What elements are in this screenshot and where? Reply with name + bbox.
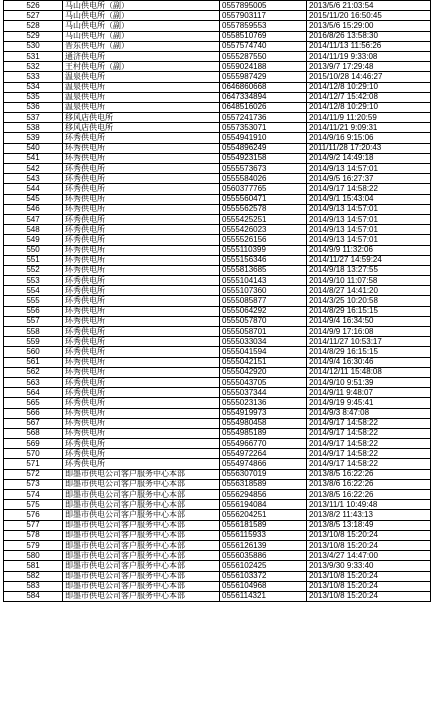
station-name-cell: 环秀供电所: [63, 153, 220, 163]
table-row: [4, 530, 431, 540]
row-number-cell: 543: [4, 174, 63, 184]
account-number-cell: 0555107360: [220, 286, 307, 296]
station-name-cell: 温泉供电所: [63, 72, 220, 82]
account-number-cell: 0555425251: [220, 214, 307, 224]
account-number-cell: 0555573673: [220, 164, 307, 174]
timestamp-cell: 2014/9/10 9:51:39: [307, 377, 431, 387]
station-name-cell: 环秀供电所: [63, 276, 220, 286]
row-number-cell: 572: [4, 469, 63, 479]
account-number-cell: 0646860668: [220, 82, 307, 92]
table-row: [4, 561, 431, 571]
station-name-cell: 环秀供电所: [63, 265, 220, 275]
table-row: [4, 164, 431, 174]
account-number-cell: 0555287550: [220, 51, 307, 61]
station-name-cell: 环秀供电所: [63, 225, 220, 235]
timestamp-cell: 2014/9/13 14:57:01: [307, 204, 431, 214]
account-number-cell: 0554966770: [220, 439, 307, 449]
station-name-cell: 环秀供电所: [63, 255, 220, 265]
row-number-cell: 547: [4, 214, 63, 224]
timestamp-cell: 2014/8/27 14:41:20: [307, 286, 431, 296]
timestamp-cell: 2015/10/28 14:46:27: [307, 72, 431, 82]
table-row: [4, 459, 431, 469]
station-name-cell: 即墨市供电公司客户服务中心本部: [63, 551, 220, 561]
row-number-cell: 554: [4, 286, 63, 296]
row-number-cell: 557: [4, 316, 63, 326]
table-row: [4, 174, 431, 184]
station-name-cell: 王村供电所（副）: [63, 62, 220, 72]
account-number-cell: 0647334894: [220, 92, 307, 102]
timestamp-cell: 2013/8/5 13:18:49: [307, 520, 431, 530]
account-number-cell: 0556102425: [220, 561, 307, 571]
table-row: [4, 418, 431, 428]
station-name-cell: 移风店供电所: [63, 113, 220, 123]
table-row: [4, 377, 431, 387]
row-number-cell: 530: [4, 41, 63, 51]
row-number-cell: 570: [4, 449, 63, 459]
table-row: [4, 133, 431, 143]
table-row: [4, 1, 431, 11]
station-name-cell: 即墨市供电公司客户服务中心本部: [63, 591, 220, 601]
timestamp-cell: 2014/9/13 14:57:01: [307, 214, 431, 224]
account-number-cell: 0555987429: [220, 72, 307, 82]
row-number-cell: 573: [4, 479, 63, 489]
table-row: [4, 591, 431, 601]
table-row: [4, 347, 431, 357]
timestamp-cell: 2014/9/16 9:15:06: [307, 133, 431, 143]
account-number-cell: 0555023136: [220, 398, 307, 408]
row-number-cell: 534: [4, 82, 63, 92]
timestamp-cell: 2014/9/4 16:30:46: [307, 357, 431, 367]
account-number-cell: 0554985189: [220, 428, 307, 438]
table-row: [4, 194, 431, 204]
timestamp-cell: 2013/10/8 15:20:24: [307, 571, 431, 581]
row-number-cell: 549: [4, 235, 63, 245]
account-number-cell: 0556114321: [220, 591, 307, 601]
account-number-cell: 0554980458: [220, 418, 307, 428]
row-number-cell: 577: [4, 520, 63, 530]
table-row: [4, 286, 431, 296]
timestamp-cell: 2014/8/29 16:15:15: [307, 306, 431, 316]
timestamp-cell: 2013/10/8 15:20:24: [307, 530, 431, 540]
station-name-cell: 环秀供电所: [63, 235, 220, 245]
account-number-cell: 0555426023: [220, 225, 307, 235]
station-name-cell: 环秀供电所: [63, 316, 220, 326]
station-name-cell: 环秀供电所: [63, 164, 220, 174]
row-number-cell: 550: [4, 245, 63, 255]
station-name-cell: 马山供电所（副）: [63, 21, 220, 31]
timestamp-cell: 2014/11/27 10:53:17: [307, 337, 431, 347]
station-name-cell: 即墨市供电公司客户服务中心本部: [63, 469, 220, 479]
station-name-cell: 环秀供电所: [63, 347, 220, 357]
row-number-cell: 528: [4, 21, 63, 31]
account-number-cell: 0554923158: [220, 153, 307, 163]
station-name-cell: 即墨市供电公司客户服务中心本部: [63, 490, 220, 500]
table-row: [4, 316, 431, 326]
timestamp-cell: 2014/12/7 15:42:08: [307, 92, 431, 102]
row-number-cell: 564: [4, 388, 63, 398]
row-number-cell: 560: [4, 347, 63, 357]
account-number-cell: 0554972264: [220, 449, 307, 459]
account-number-cell: 0555104143: [220, 276, 307, 286]
table-row: [4, 225, 431, 235]
timestamp-cell: 2013/5/6 21:03:54: [307, 1, 431, 11]
timestamp-cell: 2014/9/10 11:07:58: [307, 276, 431, 286]
row-number-cell: 579: [4, 540, 63, 550]
station-name-cell: 通济供电所: [63, 51, 220, 61]
account-number-cell: 0556194084: [220, 500, 307, 510]
row-number-cell: 583: [4, 581, 63, 591]
account-number-cell: 0555037344: [220, 388, 307, 398]
timestamp-cell: 2014/11/13 11:56:26: [307, 41, 431, 51]
row-number-cell: 575: [4, 500, 63, 510]
station-name-cell: 环秀供电所: [63, 367, 220, 377]
table-row: [4, 255, 431, 265]
account-number-cell: 0648516026: [220, 102, 307, 112]
station-name-cell: 移风店供电所: [63, 123, 220, 133]
account-number-cell: 0557895005: [220, 1, 307, 11]
account-number-cell: 0556318589: [220, 479, 307, 489]
table-row: [4, 41, 431, 51]
row-number-cell: 526: [4, 1, 63, 11]
timestamp-cell: 2013/8/2 11:43:13: [307, 510, 431, 520]
station-name-cell: 温泉供电所: [63, 102, 220, 112]
timestamp-cell: 2014/9/17 14:58:22: [307, 459, 431, 469]
station-name-cell: 环秀供电所: [63, 204, 220, 214]
station-name-cell: 环秀供电所: [63, 184, 220, 194]
table-row: [4, 113, 431, 123]
row-number-cell: 569: [4, 439, 63, 449]
row-number-cell: 559: [4, 337, 63, 347]
timestamp-cell: 2014/9/2 14:49:18: [307, 153, 431, 163]
station-name-cell: 环秀供电所: [63, 296, 220, 306]
station-name-cell: 环秀供电所: [63, 174, 220, 184]
station-name-cell: 即墨市供电公司客户服务中心本部: [63, 571, 220, 581]
station-name-cell: 环秀供电所: [63, 449, 220, 459]
account-number-cell: 0557241736: [220, 113, 307, 123]
account-number-cell: 0556181589: [220, 520, 307, 530]
station-name-cell: 环秀供电所: [63, 398, 220, 408]
account-number-cell: 0556126139: [220, 540, 307, 550]
table-row: [4, 500, 431, 510]
account-number-cell: 0554896249: [220, 143, 307, 153]
station-name-cell: 环秀供电所: [63, 306, 220, 316]
station-name-cell: 环秀供电所: [63, 408, 220, 418]
table-row: [4, 469, 431, 479]
account-number-cell: 0554941910: [220, 133, 307, 143]
station-name-cell: 环秀供电所: [63, 194, 220, 204]
table-row: [4, 235, 431, 245]
table-row: [4, 479, 431, 489]
table-row: [4, 153, 431, 163]
timestamp-cell: 2014/9/17 14:58:22: [307, 449, 431, 459]
row-number-cell: 531: [4, 51, 63, 61]
timestamp-cell: 2014/9/13 14:57:01: [307, 225, 431, 235]
station-name-cell: 环秀供电所: [63, 143, 220, 153]
timestamp-cell: 2014/9/9 17:16:08: [307, 327, 431, 337]
timestamp-cell: 2014/11/27 14:59:24: [307, 255, 431, 265]
table-row: [4, 337, 431, 347]
table-row: [4, 327, 431, 337]
row-number-cell: 544: [4, 184, 63, 194]
row-number-cell: 567: [4, 418, 63, 428]
account-number-cell: 0555110399: [220, 245, 307, 255]
station-name-cell: 环秀供电所: [63, 459, 220, 469]
table-row: [4, 581, 431, 591]
row-number-cell: 581: [4, 561, 63, 571]
timestamp-cell: 2014/9/18 13:27:55: [307, 265, 431, 275]
row-number-cell: 540: [4, 143, 63, 153]
table-row: [4, 510, 431, 520]
table-row: [4, 265, 431, 275]
account-number-cell: 0557903117: [220, 11, 307, 21]
timestamp-cell: 2014/11/9 11:20:59: [307, 113, 431, 123]
station-name-cell: 环秀供电所: [63, 337, 220, 347]
station-name-cell: 马山供电所（副）: [63, 11, 220, 21]
table-row: [4, 428, 431, 438]
account-number-cell: 0555813685: [220, 265, 307, 275]
station-name-cell: 即墨市供电公司客户服务中心本部: [63, 530, 220, 540]
station-name-cell: 环秀供电所: [63, 388, 220, 398]
row-number-cell: 536: [4, 102, 63, 112]
row-number-cell: 578: [4, 530, 63, 540]
table-row: [4, 21, 431, 31]
row-number-cell: 541: [4, 153, 63, 163]
table-row: [4, 520, 431, 530]
row-number-cell: 555: [4, 296, 63, 306]
station-name-cell: 温泉供电所: [63, 82, 220, 92]
timestamp-cell: 2014/9/11 9:48:07: [307, 388, 431, 398]
account-number-cell: 0554974866: [220, 459, 307, 469]
table-row: [4, 296, 431, 306]
station-name-cell: 即墨市供电公司客户服务中心本部: [63, 581, 220, 591]
table-row: [4, 123, 431, 133]
timestamp-cell: 2013/11/1 10:49:48: [307, 500, 431, 510]
station-name-cell: 晋东供电所（副）: [63, 41, 220, 51]
table-row: [4, 92, 431, 102]
timestamp-cell: 2014/9/17 14:58:22: [307, 418, 431, 428]
account-number-cell: 0555042151: [220, 357, 307, 367]
timestamp-cell: 2014/9/17 14:58:22: [307, 184, 431, 194]
account-number-cell: 0556035886: [220, 551, 307, 561]
account-number-cell: 0557859553: [220, 21, 307, 31]
station-name-cell: 环秀供电所: [63, 327, 220, 337]
row-number-cell: 537: [4, 113, 63, 123]
table-row: [4, 72, 431, 82]
row-number-cell: 576: [4, 510, 63, 520]
account-number-cell: 0559024188: [220, 62, 307, 72]
account-number-cell: 0555156346: [220, 255, 307, 265]
row-number-cell: 561: [4, 357, 63, 367]
row-number-cell: 533: [4, 72, 63, 82]
account-number-cell: 0555058701: [220, 327, 307, 337]
table-row: [4, 357, 431, 367]
account-number-cell: 0556204251: [220, 510, 307, 520]
timestamp-cell: 2014/9/13 14:57:01: [307, 164, 431, 174]
table-row: [4, 184, 431, 194]
station-name-cell: 即墨市供电公司客户服务中心本部: [63, 540, 220, 550]
table-row: [4, 388, 431, 398]
table-row: [4, 245, 431, 255]
timestamp-cell: 2013/8/6 16:22:26: [307, 479, 431, 489]
table-row: [4, 449, 431, 459]
timestamp-cell: 2013/10/8 15:20:24: [307, 581, 431, 591]
timestamp-cell: 2014/9/19 9:45:41: [307, 398, 431, 408]
station-name-cell: 环秀供电所: [63, 214, 220, 224]
table-row: [4, 571, 431, 581]
timestamp-cell: 2011/11/28 17:20:43: [307, 143, 431, 153]
station-name-cell: 环秀供电所: [63, 286, 220, 296]
timestamp-cell: 2014/9/17 14:58:22: [307, 428, 431, 438]
timestamp-cell: 2014/3/25 10:20:58: [307, 296, 431, 306]
table-row: [4, 306, 431, 316]
account-number-cell: 0556104968: [220, 581, 307, 591]
account-number-cell: 0555033034: [220, 337, 307, 347]
timestamp-cell: 2013/8/5 16:22:26: [307, 469, 431, 479]
timestamp-cell: 2014/9/5 16:27:37: [307, 174, 431, 184]
account-number-cell: 0554919973: [220, 408, 307, 418]
row-number-cell: 527: [4, 11, 63, 21]
table-row: [4, 276, 431, 286]
station-name-cell: 即墨市供电公司客户服务中心本部: [63, 479, 220, 489]
row-number-cell: 529: [4, 31, 63, 41]
timestamp-cell: 2013/5/6 15:29:00: [307, 21, 431, 31]
account-number-cell: 0555042920: [220, 367, 307, 377]
account-number-cell: 0555057870: [220, 316, 307, 326]
station-name-cell: 环秀供电所: [63, 377, 220, 387]
timestamp-cell: 2014/8/29 16:15:15: [307, 347, 431, 357]
timestamp-cell: 2013/10/8 15:20:24: [307, 591, 431, 601]
row-number-cell: 542: [4, 164, 63, 174]
account-number-cell: 0560377765: [220, 184, 307, 194]
row-number-cell: 566: [4, 408, 63, 418]
account-number-cell: 0555043705: [220, 377, 307, 387]
table-row: [4, 11, 431, 21]
row-number-cell: 552: [4, 265, 63, 275]
account-number-cell: 0556103372: [220, 571, 307, 581]
station-name-cell: 环秀供电所: [63, 439, 220, 449]
row-number-cell: 551: [4, 255, 63, 265]
row-number-cell: 568: [4, 428, 63, 438]
station-name-cell: 即墨市供电公司客户服务中心本部: [63, 561, 220, 571]
row-number-cell: 535: [4, 92, 63, 102]
station-name-cell: 即墨市供电公司客户服务中心本部: [63, 520, 220, 530]
account-number-cell: 0557574740: [220, 41, 307, 51]
timestamp-cell: 2015/11/20 16:50:45: [307, 11, 431, 21]
row-number-cell: 580: [4, 551, 63, 561]
station-name-cell: 环秀供电所: [63, 245, 220, 255]
station-name-cell: 温泉供电所: [63, 92, 220, 102]
account-number-cell: 0555526156: [220, 235, 307, 245]
station-name-cell: 即墨市供电公司客户服务中心本部: [63, 510, 220, 520]
timestamp-cell: 2013/9/30 9:33:40: [307, 561, 431, 571]
account-number-cell: 0556294856: [220, 490, 307, 500]
table-row: [4, 143, 431, 153]
table-row: [4, 367, 431, 377]
table-row: [4, 408, 431, 418]
row-number-cell: 548: [4, 225, 63, 235]
row-number-cell: 562: [4, 367, 63, 377]
account-number-cell: 0555041594: [220, 347, 307, 357]
table-row: [4, 398, 431, 408]
account-number-cell: 0556115933: [220, 530, 307, 540]
station-name-cell: 马山供电所（副）: [63, 1, 220, 11]
row-number-cell: 574: [4, 490, 63, 500]
row-number-cell: 563: [4, 377, 63, 387]
row-number-cell: 553: [4, 276, 63, 286]
table-row: [4, 540, 431, 550]
table-row: [4, 31, 431, 41]
timestamp-cell: 2016/8/26 13:58:30: [307, 31, 431, 41]
table-row: [4, 204, 431, 214]
row-number-cell: 565: [4, 398, 63, 408]
timestamp-cell: 2014/9/9 11:32:06: [307, 245, 431, 255]
account-number-cell: 0555562578: [220, 204, 307, 214]
table-row: [4, 490, 431, 500]
account-number-cell: 0556307019: [220, 469, 307, 479]
timestamp-cell: 2014/9/4 16:34:50: [307, 316, 431, 326]
station-name-cell: 环秀供电所: [63, 133, 220, 143]
row-number-cell: 532: [4, 62, 63, 72]
row-number-cell: 582: [4, 571, 63, 581]
row-number-cell: 571: [4, 459, 63, 469]
timestamp-cell: 2014/9/17 14:58:22: [307, 439, 431, 449]
timestamp-cell: 2014/9/13 14:57:01: [307, 235, 431, 245]
row-number-cell: 558: [4, 327, 63, 337]
station-name-cell: 环秀供电所: [63, 357, 220, 367]
station-name-cell: 环秀供电所: [63, 428, 220, 438]
row-number-cell: 546: [4, 204, 63, 214]
timestamp-cell: 2014/12/8 10:29:10: [307, 82, 431, 92]
account-number-cell: 0555560471: [220, 194, 307, 204]
account-number-cell: 0555584026: [220, 174, 307, 184]
account-number-cell: 0555064292: [220, 306, 307, 316]
timestamp-cell: 2014/12/8 10:29:10: [307, 102, 431, 112]
row-number-cell: 556: [4, 306, 63, 316]
account-number-cell: 0557353071: [220, 123, 307, 133]
timestamp-cell: 2014/11/19 9:33:08: [307, 51, 431, 61]
timestamp-cell: 2013/4/27 14:47:00: [307, 551, 431, 561]
account-number-cell: 0558510769: [220, 31, 307, 41]
table-row: [4, 439, 431, 449]
records-table: [3, 0, 431, 602]
row-number-cell: 538: [4, 123, 63, 133]
timestamp-cell: 2014/11/21 9:09:31: [307, 123, 431, 133]
records-table-body: [4, 1, 431, 602]
timestamp-cell: 2014/12/11 15:48:08: [307, 367, 431, 377]
table-row: [4, 62, 431, 72]
table-row: [4, 214, 431, 224]
timestamp-cell: 2014/9/1 15:43:04: [307, 194, 431, 204]
table-row: [4, 551, 431, 561]
table-row: [4, 102, 431, 112]
station-name-cell: 即墨市供电公司客户服务中心本部: [63, 500, 220, 510]
timestamp-cell: 2013/8/5 16:22:26: [307, 490, 431, 500]
station-name-cell: 马山供电所（副）: [63, 31, 220, 41]
row-number-cell: 584: [4, 591, 63, 601]
account-number-cell: 0555085877: [220, 296, 307, 306]
row-number-cell: 545: [4, 194, 63, 204]
table-row: [4, 51, 431, 61]
table-row: [4, 82, 431, 92]
timestamp-cell: 2014/9/3 8:47:08: [307, 408, 431, 418]
row-number-cell: 539: [4, 133, 63, 143]
station-name-cell: 环秀供电所: [63, 418, 220, 428]
timestamp-cell: 2013/10/8 15:20:24: [307, 540, 431, 550]
timestamp-cell: 2013/9/7 17:29:48: [307, 62, 431, 72]
